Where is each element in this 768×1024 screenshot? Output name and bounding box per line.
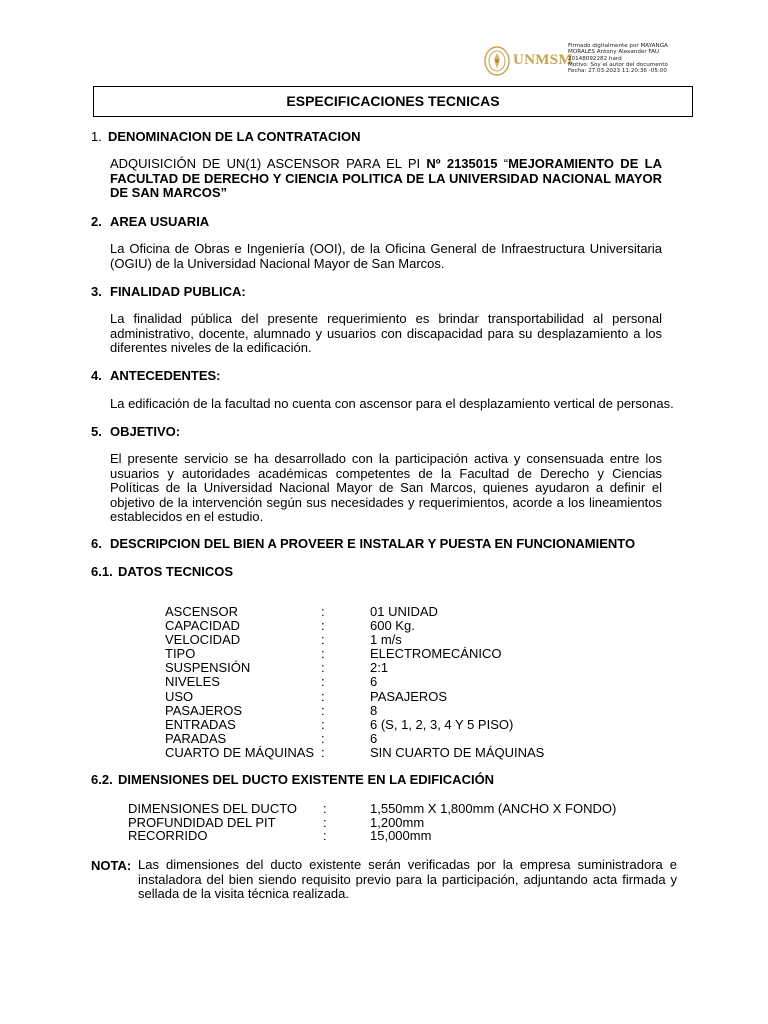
spec-value: 1 m/s <box>370 632 402 648</box>
project-name: MEJORAMIENTO DE LA FACULTAD DE DERECHO Y CIENCIA POLITICA DE LA UNIVERSIDAD NACIONAL MAYOR DE SAN MARCOS” <box>110 156 662 200</box>
signature-line: Motivo: Soy el autor del documento <box>568 61 668 68</box>
section-number: 4. <box>91 368 102 383</box>
university-logo-text: UNMSM <box>513 52 573 68</box>
spec-key: USO <box>165 688 194 704</box>
dim-key: PROFUNDIDAD DEL PIT <box>128 814 276 830</box>
section-5-heading <box>91 424 181 439</box>
spec-value: ELECTROMECÁNICO <box>370 646 502 662</box>
dim-sep: : <box>323 801 327 816</box>
note-text: Las dimensiones del ducto existente serán verificadas por la empresa suministradora e instaladora del bien siendo requisito previo para la participación, adjuntando acta firmada y sellada de la visita técnica realizada. <box>138 857 677 901</box>
spec-value: 600 Kg. <box>370 618 415 634</box>
section-number: 3. <box>91 284 102 299</box>
section-title: OBJETIVO: <box>110 424 181 439</box>
spec-key: PARADAS <box>165 730 227 746</box>
section-number: 5. <box>91 424 102 439</box>
dim-value: 1,200mm <box>370 814 425 830</box>
spec-key: ASCENSOR <box>165 604 238 619</box>
digital-signature <box>483 43 683 79</box>
spec-key: CAPACIDAD <box>165 618 240 634</box>
spec-sep: : <box>321 604 325 619</box>
university-seal-icon <box>483 45 511 77</box>
spec-sep: : <box>321 702 325 718</box>
text-run: ADQUISICIÓN DE UN(1) ASCENSOR PARA EL PI <box>110 156 427 171</box>
spec-value: 8 <box>370 702 378 718</box>
text-run: “ <box>497 156 509 171</box>
spec-value: 6 <box>370 674 378 690</box>
document-title: ESPECIFICACIONES TECNICAS <box>93 86 693 117</box>
dim-value: 15,000mm <box>370 828 432 844</box>
section-1-heading <box>91 129 361 144</box>
dim-value: 1,550mm X 1,800mm (ANCHO X FONDO) <box>370 801 617 816</box>
project-code: Nº 2135015 <box>426 156 498 171</box>
spec-sep: : <box>321 688 325 704</box>
signature-line: Fecha: 27.03.2023 11:20:36 -05:00 <box>568 68 667 75</box>
spec-sep: : <box>321 744 325 760</box>
signature-line: MORALES Antony Alexander FAU <box>568 49 660 56</box>
note-label: NOTA: <box>91 858 132 873</box>
spec-value: 6 (S, 1, 2, 3, 4 Y 5 PISO) <box>370 716 514 732</box>
signature-details <box>568 43 683 74</box>
spec-key: SUSPENSIÓN <box>165 660 251 676</box>
section-number: 6. <box>91 536 102 551</box>
spec-sep: : <box>321 674 325 690</box>
spec-key: PASAJEROS <box>165 702 243 718</box>
dim-sep: : <box>323 828 327 844</box>
spec-key: VELOCIDAD <box>165 632 241 648</box>
section-2-text: La Oficina de Obras e Ingeniería (OOI), de la Oficina General de Infraestructura Universitaria (OGIU) de la Universidad Nacional Mayor de San Marcos. <box>110 241 662 271</box>
spec-sep: : <box>321 618 325 634</box>
spec-value: 6 <box>370 730 378 746</box>
spec-value: PASAJEROS <box>370 688 448 704</box>
spec-sep: : <box>321 646 325 662</box>
section-6-heading <box>91 536 636 551</box>
section-3-text: La finalidad pública del presente requerimiento es brindar transportabilidad al personal administrativo, docente, alumnado y usuarios con discapacidad para su desplazamiento a los diferentes niveles de la edificación. <box>110 311 662 355</box>
spec-value: 01 UNIDAD <box>370 604 438 619</box>
signature-line: Firmado digitalmente por MAYANGA <box>568 43 668 49</box>
dim-key: RECORRIDO <box>128 828 208 844</box>
spec-sep: : <box>321 660 325 676</box>
section-3-heading <box>91 284 246 299</box>
section-title: DESCRIPCION DEL BIEN A PROVEER E INSTALAR Y PUESTA EN FUNCIONAMIENTO <box>110 536 636 551</box>
spec-key: TIPO <box>165 646 196 662</box>
spec-key: CUARTO DE MÁQUINAS <box>165 744 315 760</box>
spec-sep: : <box>321 730 325 746</box>
section-number: 6.1. <box>91 564 113 579</box>
section-6-2-heading <box>91 772 495 787</box>
section-title: DENOMINACION DE LA CONTRATACION <box>108 129 361 144</box>
spec-sep: : <box>321 716 325 732</box>
section-2-heading <box>91 214 210 229</box>
section-title: ANTECEDENTES: <box>110 368 221 383</box>
spec-sep: : <box>321 632 325 648</box>
section-title: DIMENSIONES DEL DUCTO EXISTENTE EN LA EDIFICACIÓN <box>118 772 495 787</box>
section-5-text: El presente servicio se ha desarrollado con la participación activa y consensuada entre los usuarios y autoridades académicas competentes de la Facultad de Derecho y Ciencias Políticas de la Universidad Nacional Mayor de San Marcos, quienes ayudaron a definir el objetivo de la intervención según sus necesidades y requerimientos, acorde a los lineamientos establecidos en el estudio. <box>110 451 662 524</box>
section-6-1-heading <box>91 564 234 579</box>
section-title: AREA USUARIA <box>110 214 210 229</box>
spec-key: ENTRADAS <box>165 716 236 732</box>
dim-sep: : <box>323 814 327 830</box>
spec-key: NIVELES <box>165 674 220 690</box>
signature-line: 20148092282 hard <box>568 55 622 62</box>
section-title: FINALIDAD PUBLICA: <box>110 284 246 299</box>
section-1-text <box>110 157 662 201</box>
section-number: 2. <box>91 214 102 229</box>
section-number: 6.2. <box>91 772 113 787</box>
dim-key: DIMENSIONES DEL DUCTO <box>128 801 298 816</box>
spec-value: SIN CUARTO DE MÁQUINAS <box>370 744 545 760</box>
section-title: DATOS TECNICOS <box>118 564 234 579</box>
section-number: 1. <box>91 129 102 144</box>
spec-value: 2:1 <box>370 660 389 676</box>
section-4-heading <box>91 368 221 383</box>
section-4-text: La edificación de la facultad no cuenta con ascensor para el desplazamiento vertical de personas. <box>110 396 674 411</box>
